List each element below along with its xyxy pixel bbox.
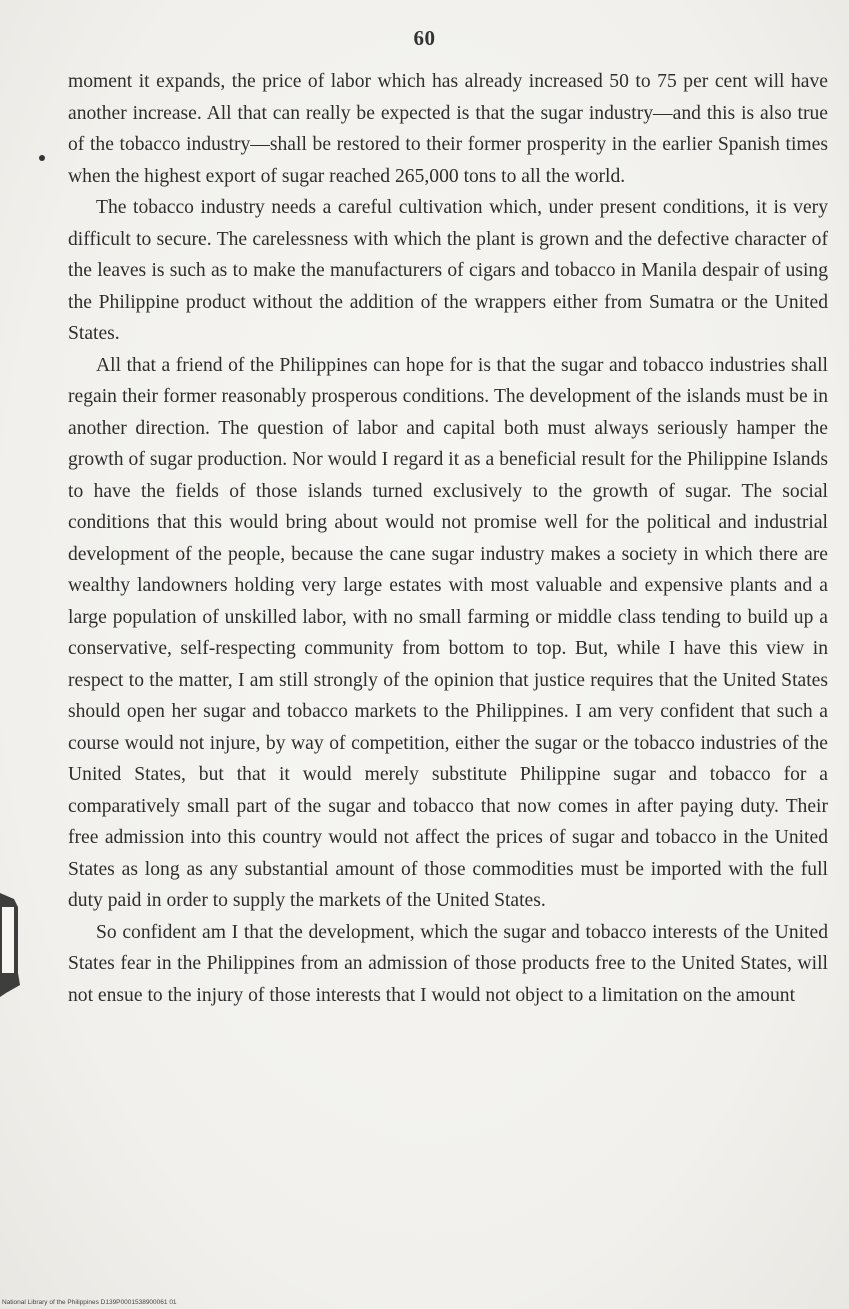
paragraph-3: All that a friend of the Philippines can hope for is that the sugar and tobacco industries shall regain their former reasonably prosperous conditions. The development of the islands must be in another direction. The question of labor and capital both must always seriously hamper the growth of sugar production. Nor would I regard it as a beneficial result for the Philippine Islands to have the fields of those islands turned exclusively to the growth of sugar. The social conditions that this would bring about would not promise well for the political and industrial development of the people, because the cane sugar industry makes a society in which there are wealthy landowners holding very large estates with most valuable and expensive plants and a large population of unskilled labor, with no small farming or middle class tending to build up a conservative, self-respecting community from bottom to top. But, while I have this view in respect to the matter, I am still strongly of the opinion that justice requires that the United States should open her sugar and tobacco markets to the Philippines. I am very confident that such a course would not injure, by way of competition, either the sugar or the tobacco industries of the United States, but that it would merely substitute Philippine sugar and tobacco for a comparatively small part of the sugar and tobacco that now comes in after paying duty. Their free admission into this country would not affect the prices of sugar and tobacco in the United States as long as any substantial amount of those commodities must be imported with the full duty paid in order to supply the markets of the United States. bbox=[68, 354, 828, 911]
paragraph-2: The tobacco industry needs a careful cultivation which, under present conditions, it is very difficult to secure. The carelessness with which the plant is grown and the defective character of the leaves is such as to make the manufacturers of cigars and tobacco in Manila despair of using the Philippine product without the addition of the wrappers either from Sumatra or the United States. bbox=[68, 197, 828, 344]
margin-dot-mark bbox=[39, 155, 45, 161]
page-number: 60 bbox=[413, 26, 436, 50]
paragraph-4: So confident am I that the development, which the sugar and tobacco interests of the United States fear in the Philippines from an admission of those products free to the United States, will not ensue to the injury of those interests that I would not object to a limitation on the amount bbox=[68, 921, 828, 1006]
margin-scan-artifact bbox=[0, 893, 22, 1003]
paragraph-1: moment it expands, the price of labor which has already increased 50 to 75 per cent will have another increase. All that can really be expected is that the sugar industry—and this is also true of the tobacco industry—shall be restored to their former prosperity in the earlier Spanish times when the highest export of sugar reached 265,000 tons to all the world. bbox=[68, 71, 828, 187]
archive-footer-stamp: National Library of the Philippines D139P0001538900061 01 bbox=[2, 1299, 177, 1306]
page-body-text bbox=[68, 66, 828, 1011]
